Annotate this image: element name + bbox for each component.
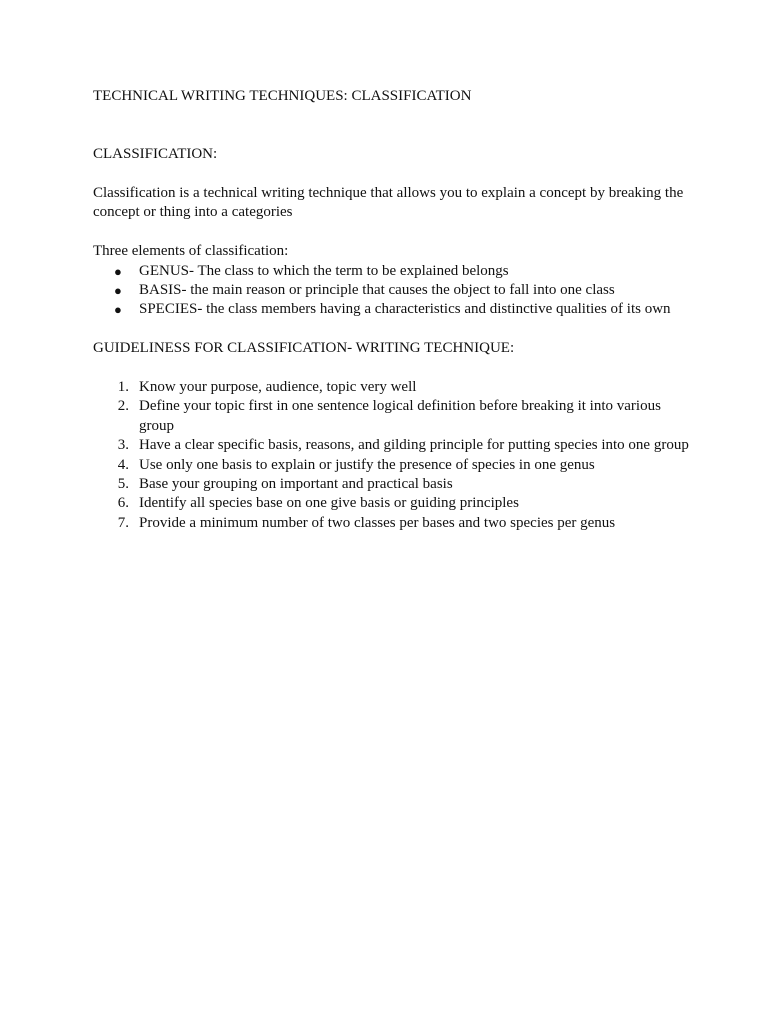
bullet-icon: ● — [114, 263, 122, 279]
list-number: 7. — [117, 514, 129, 531]
list-item — [93, 494, 693, 513]
list-item-text: BASIS- the main reason or principle that causes the object to fall into one class — [139, 282, 615, 299]
list-item-text: GENUS- The class to which the term to be explained belongs — [139, 262, 509, 279]
list-item — [93, 475, 693, 494]
bullet-icon: ● — [114, 283, 122, 299]
list-item — [93, 456, 693, 475]
document-body — [93, 87, 693, 533]
list-item — [93, 262, 693, 281]
elements-list — [93, 262, 693, 320]
classification-heading: CLASSIFICATION: — [93, 146, 218, 163]
list-item-text: Have a clear specific basis, reasons, and gilding principle for putting species into one group — [139, 437, 689, 454]
list-item-text: Define your topic first in one sentence logical definition before breaking it into various group — [139, 398, 661, 434]
list-item-text: Identify all species base on one give basis or guiding principles — [139, 495, 519, 512]
classification-paragraph: Classification is a technical writing technique that allows you to explain a concept by breaking the concept or thing into a categories — [93, 185, 684, 221]
list-item — [93, 436, 693, 455]
list-number: 4. — [117, 456, 129, 473]
document-title: TECHNICAL WRITING TECHNIQUES: CLASSIFICATION — [93, 88, 472, 104]
list-number: 6. — [117, 495, 129, 512]
guidelines-list — [93, 378, 693, 533]
list-item — [93, 281, 693, 300]
bullet-icon: ● — [114, 302, 122, 318]
list-number: 5. — [117, 476, 129, 493]
elements-intro: Three elements of classification: — [93, 243, 289, 260]
list-item — [93, 300, 693, 319]
list-item — [93, 378, 693, 397]
list-item — [93, 397, 693, 436]
list-item-text: Use only one basis to explain or justify the presence of species in one genus — [139, 456, 595, 473]
list-item-text: Base your grouping on important and practical basis — [139, 476, 453, 493]
guidelines-heading: GUIDELINESS FOR CLASSIFICATION- WRITING TECHNIQUE: — [93, 340, 515, 357]
list-item-text: Provide a minimum number of two classes per bases and two species per genus — [139, 514, 616, 531]
list-item-text: Know your purpose, audience, topic very well — [139, 379, 417, 396]
list-item-text: SPECIES- the class members having a characteristics and distinctive qualities of its own — [139, 301, 671, 318]
list-number: 2. — [117, 398, 129, 415]
list-item — [93, 514, 693, 533]
list-number: 1. — [117, 379, 129, 396]
list-number: 3. — [117, 437, 129, 454]
